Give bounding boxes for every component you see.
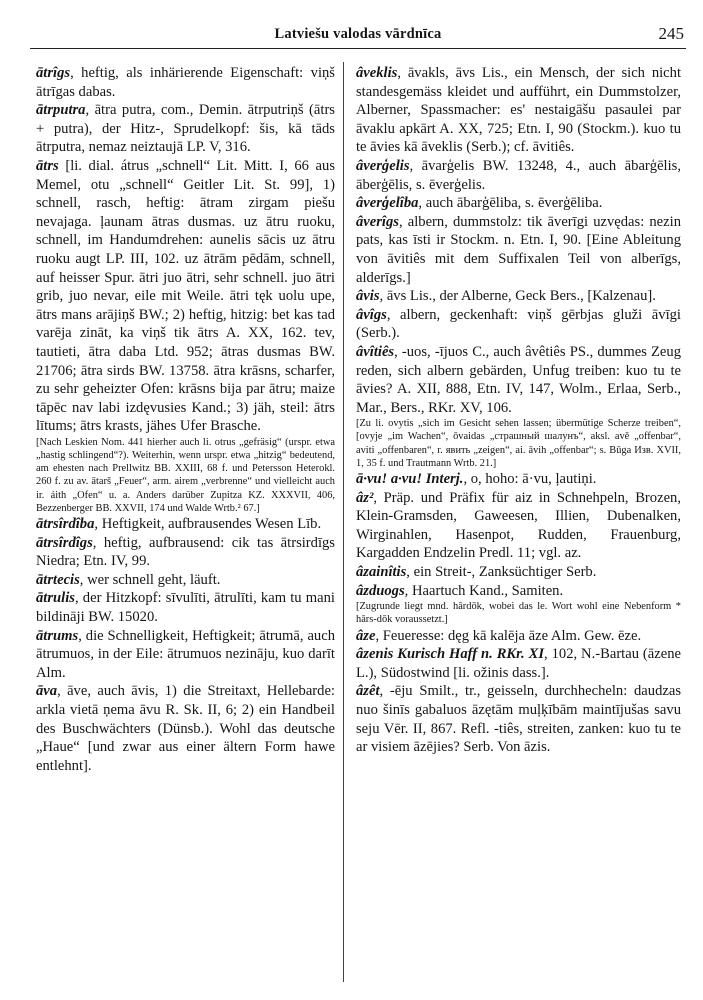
headword: ātrulis: [36, 590, 75, 607]
etymology-note: [Zugrunde liegt mnd. hārdōk, wobei das le. Wort wohl eine Nebenform * hārs-dōk voraussetzt.]: [356, 601, 681, 626]
left-column: [36, 64, 335, 775]
column-divider: [343, 62, 344, 982]
dictionary-entry: āva, āve, auch āvis, 1) die Streitaxt, Hellebarde: arklа vietā ņema āvu R. Sk. II, 6; 2) ein Handbeil des Buschwächters (Dünsb.). Wohl das deutsche „Haue“ [und zwar aus einer ältern Form hawe entlehnt].: [36, 683, 335, 774]
headword: âverģelîba: [356, 195, 419, 212]
dictionary-entry: ātrs [li. dial. átrus „schnell“ Lit. Mitt. I, 66 aus Memel, otu „schnell“ Geitler Lit. St. 99], 1) schnell, rasch, heftig: ātram zirgam piešu nevajaga. ļaunam ātras dusmas. uz ātru ruoku, schnell, im Handumdrehen: aunelis sācis uz ātru ruoku augt LP. III, 102. uz ātrām pēdām, schnell, auf heisser Spur. ātri juo ātri, sehr schnell. juo ātri grib, juo nevar, eile mit Weile. ātri tęk uolu upe, ātrs mans arājiņš BW.; 2) heftig, hitzig: bet kas tad varēja zināt, ka viņš tik ātrs A. XX, 162. tev, tautieti, ātra daba Ltd. 952; ātras dusmas BW. 21706; ātra sirds BW. 13758. ātra krāsns, scharfer, zu sehr geheizter Ofen: krāsns bija par ātru; maize tāpēc nav labi izdęvusies Kand.; 3) jäh, steil: ātrs lītums; ātrs krasts, jähes Ufer Brasche.: [36, 157, 336, 435]
headword: ā·vu! a·vu! Interj.: [356, 471, 464, 488]
headword: âvis: [356, 288, 380, 305]
dictionary-entry: âvîgs, albern, geckenhaft: viņš gērbjas gluži āvīgi (Serb.).: [356, 306, 681, 342]
dictionary-entry: âzduogs, Haartuch Kand., Samiten.: [356, 582, 564, 599]
page-header-title: Latviešu valodas vārdnīca: [274, 26, 442, 42]
dictionary-entry: âveklis, āvakls, āvs Lis., ein Mensch, der sich nicht standesgemäss kleidet und aufführt, ein Dummstolzer, Alberner, Spassmacher: es' nestaigāšu pasaulei par āvaklu apkārt A. XX, 725; Etn. I, 90 (Stockm.). kuo tu te āvies kā āveklis (Serb.); cf. āvitiês.: [356, 65, 681, 156]
headword: âveklis: [356, 65, 398, 81]
headword: ātrs: [36, 157, 66, 174]
page-number: 245: [658, 24, 684, 43]
dictionary-entry: âvîtiês, -uos, -ījuos C., auch âvêtiês PS., dummes Zeug reden, sich albern gebärden, Unfug treiben: kuo tu te āvies? A. XII, 888, Etn. IV, 147, Wolm., Erlaa, Serb., Mar., Bers., RKr. XV, 106.: [356, 343, 681, 416]
headword: âverîgs: [356, 213, 399, 230]
headword: ātrputra: [36, 102, 86, 119]
dictionary-entry: âzainîtis, ein Streit-, Zanksüchtiger Serb.: [356, 564, 597, 581]
headword: âzduogs: [356, 582, 405, 599]
headword: âvîtiês: [356, 343, 395, 360]
headword: âz²: [356, 489, 374, 506]
dictionary-entry: ātrsîrdîgs, heftig, aufbrausend: cik tas ātrsirdīgs Niedra; Etn. IV, 99.: [36, 534, 335, 570]
dictionary-entry: ātrsîrdîba, Heftigkeit, aufbrausendes Wesen Līb.: [36, 516, 322, 533]
dictionary-entry: ātrums, die Schnelligkeit, Heftigkeit; ātrumā, auch ātrumuos, in der Eile: ātrumuos nezināju, kuo darīt Alm.: [36, 627, 335, 681]
headword: ātrtecis: [36, 571, 80, 588]
dictionary-entry: ātrputra, ātra putra, com., Demin. ātrputriņš (ātrs + putra), der Hitz-, Sprudelkopf: šis, kā tāds ātrputra, nemaz neiztaujā LP. V, 316.: [36, 102, 335, 156]
dictionary-entry: âvis, āvs Lis., der Alberne, Geck Bers., [Kalzenau].: [356, 288, 656, 305]
dictionary-entry: âverîgs, albern, dummstolz: tik āverīgi uzvędas: nezin pats, kas īsti ir Stockm. n. Etn. I, 90. [Eine Ableitung von āvitiês mit dem Suffixalen Teil von alberīgs, alderīgs.]: [356, 213, 681, 286]
dictionary-entry: ātrîgs, heftig, als inhärierende Eigenschaft: viņš ātrīgas dabas.: [36, 65, 335, 100]
headword: ātrîgs: [36, 65, 71, 81]
dictionary-entry: ātrulis, der Hitzkopf: sīvulīti, ātrulīti, kam tu mani bildināji BW. 15020.: [36, 590, 335, 626]
dictionary-entry: ā·vu! a·vu! Interj., o, hoho: ā·vu, ļautiņi.: [356, 471, 597, 488]
headword: āva: [36, 683, 58, 700]
dictionary-entry: âzenis Kurisch Haff n. RKr. XI, 102, N.-Bartau (āzene L.), Südostwind [li. ožinis dass.].: [356, 646, 681, 681]
headword: ātrums: [36, 627, 79, 644]
dictionary-entry: âze, Feueresse: dęg kā kalēja āze Alm. Gew. ēze.: [356, 627, 642, 644]
headword: ātrsîrdîgs: [36, 534, 93, 551]
dictionary-entry: âverģelîba, auch ābarģēliba, s. ēverģēliba.: [356, 195, 603, 212]
etymology-note: [Nach Leskien Nom. 441 hierher auch li. otrus „gefräsig“ (urspr. etwa „hastig schlingend“?). Weiterhin, wenn urspr. etwa „hitzig“ bedeutend, am ehesten nach Prellwitz BB. XXIII, 68 f. und Petersson Heterokl. 260 f. zu av. ātarš „Feuer“, arm. airem „verbrenne“ und vielleicht auch ir. áith „Ofen“ u. a. Anders darüber Zupitza KZ. XXXVII, 406, Bezzenberger BB. XXVII, 174 und Walde Wrtb.² 67.]: [36, 436, 335, 514]
headword: âzainîtis: [356, 564, 407, 581]
etymology-note: [Zu li. ovytis „sich im Gesicht sehen lassen; übermütige Scherze treiben“, [ovyje „im Wachen“, ōvaidas „страшный шалунъ“, aksl. avě „offenbar“, aviti „offenbaren“, r. явить „zeigen“, ai. āvih „offenbar“; s. Būga Изв. XVII, 1, 35 f. und Trautmann Wrtb. 21.]: [356, 418, 681, 469]
headword: ātrsîrdîba: [36, 516, 95, 533]
dictionary-entry: âzêt, -ēju Smilt., tr., geisseln, durchhecheln: daudzas nuo šinīs gabaluos āzętām muļķībām maintījušas savu seju Vēr. II, 867. Refl. -tiês, streiten, zanken: kuo tu te ar visiem āzējies? Serb. Von āzis.: [356, 683, 681, 756]
page-header: [30, 20, 686, 49]
dictionary-entry: ātrtecis, wer schnell geht, läuft.: [36, 571, 221, 588]
headword: âzêt: [356, 683, 380, 700]
dictionary-entry: âverģelis, āvarģelis BW. 13248, 4., auch ābarģēlis, āberģēlis, s. ēverģelis.: [356, 157, 681, 193]
headword: âverģelis: [356, 157, 410, 174]
right-column: [356, 64, 681, 757]
headword: âze: [356, 627, 376, 644]
headword: âvîgs: [356, 306, 387, 323]
dictionary-entry: âz², Präp. und Präfix für aiz in Schnehpeln, Brozen, Klein-Gramsden, Gaweesen, Illien, Dubenalken, Wirginahlen, Hasenpot, Rudden, Frauenburg, Kargadden Endzelin Predl. 11; vgl. az.: [356, 489, 681, 562]
headword: âzenis Kurisch Haff n. RKr. XI: [356, 646, 545, 663]
